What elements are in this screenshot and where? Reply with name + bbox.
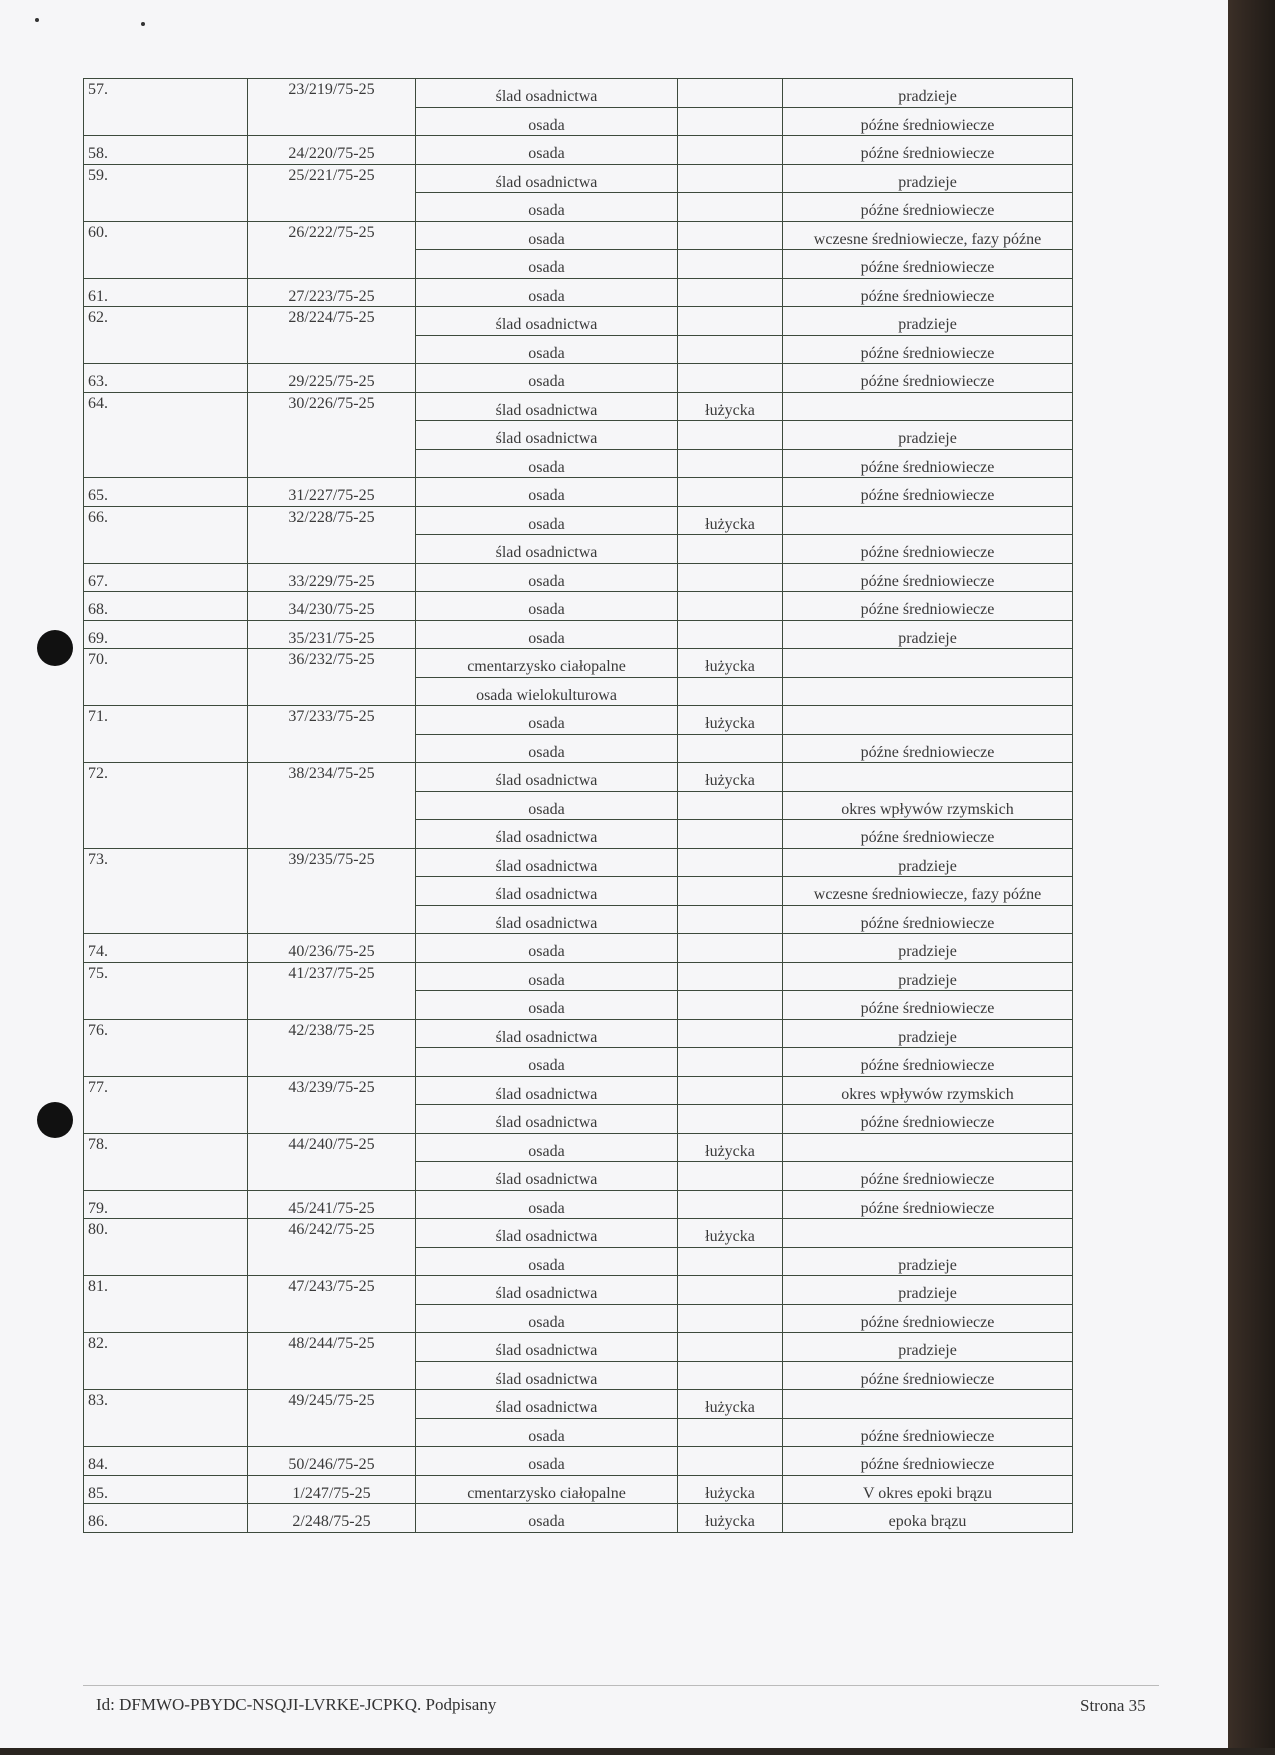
site-number: 76. xyxy=(84,1019,248,1076)
table-row xyxy=(84,1475,1073,1504)
table-row xyxy=(84,307,1073,336)
site-number: 60. xyxy=(84,221,248,278)
azp-number: 37/233/75-25 xyxy=(248,706,416,763)
table-row xyxy=(84,136,1073,165)
table-row xyxy=(84,1390,1073,1419)
culture xyxy=(678,677,783,706)
azp-number: 43/239/75-25 xyxy=(248,1076,416,1133)
site-function: osada wielokulturowa xyxy=(416,677,678,706)
footer-divider xyxy=(83,1685,1159,1686)
site-record xyxy=(84,1390,1073,1447)
site-number: 69. xyxy=(84,620,248,649)
chronology: późne średniowiecze xyxy=(783,905,1073,934)
azp-number: 23/219/75-25 xyxy=(248,79,416,136)
chronology xyxy=(783,1133,1073,1162)
site-number: 64. xyxy=(84,392,248,478)
table-row xyxy=(84,706,1073,735)
table-row xyxy=(84,164,1073,193)
azp-number: 31/227/75-25 xyxy=(248,478,416,507)
chronology: pradzieje xyxy=(783,1276,1073,1305)
site-number: 84. xyxy=(84,1447,248,1476)
table-row xyxy=(84,763,1073,792)
site-function: osada xyxy=(416,193,678,222)
culture xyxy=(678,962,783,991)
site-number: 79. xyxy=(84,1190,248,1219)
site-number: 81. xyxy=(84,1276,248,1333)
chronology: pradzieje xyxy=(783,164,1073,193)
azp-number: 36/232/75-25 xyxy=(248,649,416,706)
site-record xyxy=(84,1219,1073,1276)
site-record xyxy=(84,478,1073,507)
site-function: ślad osadnictwa xyxy=(416,307,678,336)
site-record xyxy=(84,1504,1073,1533)
site-number: 86. xyxy=(84,1504,248,1533)
culture xyxy=(678,877,783,906)
punch-hole-lower xyxy=(37,1102,73,1138)
culture: łużycka xyxy=(678,1219,783,1248)
site-number: 70. xyxy=(84,649,248,706)
chronology: późne średniowiecze xyxy=(783,136,1073,165)
site-number: 73. xyxy=(84,848,248,934)
site-record xyxy=(84,962,1073,1019)
chronology xyxy=(783,763,1073,792)
site-function: osada xyxy=(416,250,678,279)
culture xyxy=(678,364,783,393)
chronology: wczesne średniowiecze, fazy późne xyxy=(783,221,1073,250)
site-number: 65. xyxy=(84,478,248,507)
site-function: cmentarzysko ciałopalne xyxy=(416,1475,678,1504)
culture: łużycka xyxy=(678,649,783,678)
site-function: ślad osadnictwa xyxy=(416,1276,678,1305)
site-number: 82. xyxy=(84,1333,248,1390)
site-function: osada xyxy=(416,335,678,364)
chronology: okres wpływów rzymskich xyxy=(783,1076,1073,1105)
culture: łużycka xyxy=(678,1133,783,1162)
table-row xyxy=(84,221,1073,250)
punch-hole-upper xyxy=(37,630,73,666)
table-row xyxy=(84,1190,1073,1219)
azp-number: 33/229/75-25 xyxy=(248,563,416,592)
site-record xyxy=(84,79,1073,136)
site-number: 83. xyxy=(84,1390,248,1447)
table-row xyxy=(84,1447,1073,1476)
culture xyxy=(678,1190,783,1219)
azp-number: 2/248/75-25 xyxy=(248,1504,416,1533)
site-record xyxy=(84,364,1073,393)
site-record xyxy=(84,848,1073,934)
site-function: cmentarzysko ciałopalne xyxy=(416,649,678,678)
culture: łużycka xyxy=(678,392,783,421)
site-function: osada xyxy=(416,563,678,592)
site-number: 59. xyxy=(84,164,248,221)
azp-number: 28/224/75-25 xyxy=(248,307,416,364)
chronology: późne średniowiecze xyxy=(783,278,1073,307)
site-record xyxy=(84,1133,1073,1190)
site-function: ślad osadnictwa xyxy=(416,79,678,108)
table-row xyxy=(84,962,1073,991)
table-row xyxy=(84,1133,1073,1162)
chronology xyxy=(783,677,1073,706)
chronology: późne średniowiecze xyxy=(783,193,1073,222)
site-function: ślad osadnictwa xyxy=(416,421,678,450)
azp-number: 26/222/75-25 xyxy=(248,221,416,278)
chronology: późne średniowiecze xyxy=(783,1048,1073,1077)
chronology: pradzieje xyxy=(783,1247,1073,1276)
culture: łużycka xyxy=(678,706,783,735)
site-function: osada xyxy=(416,991,678,1020)
site-function: osada xyxy=(416,506,678,535)
chronology: okres wpływów rzymskich xyxy=(783,791,1073,820)
site-function: osada xyxy=(416,1133,678,1162)
culture xyxy=(678,250,783,279)
site-record xyxy=(84,1333,1073,1390)
chronology: późne średniowiecze xyxy=(783,364,1073,393)
chronology: późne średniowiecze xyxy=(783,250,1073,279)
scan-background-bottom xyxy=(0,1748,1275,1755)
site-record xyxy=(84,1076,1073,1133)
table-row xyxy=(84,848,1073,877)
site-number: 72. xyxy=(84,763,248,849)
site-number: 85. xyxy=(84,1475,248,1504)
site-function: ślad osadnictwa xyxy=(416,1076,678,1105)
culture xyxy=(678,335,783,364)
chronology: pradzieje xyxy=(783,620,1073,649)
table-row xyxy=(84,934,1073,963)
chronology: późne średniowiecze xyxy=(783,478,1073,507)
chronology xyxy=(783,649,1073,678)
chronology xyxy=(783,1390,1073,1419)
azp-number: 35/231/75-25 xyxy=(248,620,416,649)
azp-number: 48/244/75-25 xyxy=(248,1333,416,1390)
culture xyxy=(678,307,783,336)
culture xyxy=(678,535,783,564)
culture xyxy=(678,1418,783,1447)
culture xyxy=(678,734,783,763)
chronology: pradzieje xyxy=(783,962,1073,991)
site-record xyxy=(84,392,1073,478)
site-function: osada xyxy=(416,278,678,307)
culture xyxy=(678,164,783,193)
culture xyxy=(678,1447,783,1476)
table-row xyxy=(84,563,1073,592)
site-function: ślad osadnictwa xyxy=(416,1361,678,1390)
chronology: późne średniowiecze xyxy=(783,1361,1073,1390)
culture xyxy=(678,79,783,108)
site-function: ślad osadnictwa xyxy=(416,1105,678,1134)
culture xyxy=(678,136,783,165)
azp-number: 50/246/75-25 xyxy=(248,1447,416,1476)
site-function: osada xyxy=(416,934,678,963)
site-record xyxy=(84,164,1073,221)
site-number: 80. xyxy=(84,1219,248,1276)
chronology: późne średniowiecze xyxy=(783,1447,1073,1476)
culture xyxy=(678,1048,783,1077)
site-function: ślad osadnictwa xyxy=(416,848,678,877)
culture xyxy=(678,1019,783,1048)
culture xyxy=(678,1162,783,1191)
culture xyxy=(678,449,783,478)
azp-number: 41/237/75-25 xyxy=(248,962,416,1019)
azp-number: 39/235/75-25 xyxy=(248,848,416,934)
site-function: osada xyxy=(416,1504,678,1533)
culture xyxy=(678,934,783,963)
site-record xyxy=(84,592,1073,621)
site-record xyxy=(84,763,1073,849)
table-row xyxy=(84,1504,1073,1533)
culture xyxy=(678,278,783,307)
culture: łużycka xyxy=(678,1504,783,1533)
chronology xyxy=(783,506,1073,535)
table-row xyxy=(84,1333,1073,1362)
culture xyxy=(678,563,783,592)
azp-number: 34/230/75-25 xyxy=(248,592,416,621)
azp-number: 1/247/75-25 xyxy=(248,1475,416,1504)
site-record xyxy=(84,1475,1073,1504)
azp-number: 40/236/75-25 xyxy=(248,934,416,963)
site-function: osada xyxy=(416,962,678,991)
site-function: osada xyxy=(416,620,678,649)
culture xyxy=(678,478,783,507)
table-row xyxy=(84,506,1073,535)
culture xyxy=(678,193,783,222)
site-record xyxy=(84,278,1073,307)
culture xyxy=(678,1076,783,1105)
chronology: późne średniowiecze xyxy=(783,535,1073,564)
culture xyxy=(678,620,783,649)
site-function: ślad osadnictwa xyxy=(416,1390,678,1419)
site-number: 68. xyxy=(84,592,248,621)
site-function: osada xyxy=(416,221,678,250)
paper-speck xyxy=(35,18,39,22)
culture xyxy=(678,848,783,877)
culture xyxy=(678,592,783,621)
site-record xyxy=(84,1019,1073,1076)
culture xyxy=(678,1105,783,1134)
azp-number: 24/220/75-25 xyxy=(248,136,416,165)
culture xyxy=(678,1304,783,1333)
site-function: ślad osadnictwa xyxy=(416,763,678,792)
chronology: późne średniowiecze xyxy=(783,1190,1073,1219)
chronology: późne średniowiecze xyxy=(783,449,1073,478)
paper-speck xyxy=(141,22,145,26)
site-function: osada xyxy=(416,1048,678,1077)
culture: łużycka xyxy=(678,763,783,792)
azp-number: 27/223/75-25 xyxy=(248,278,416,307)
table-row xyxy=(84,478,1073,507)
culture xyxy=(678,1361,783,1390)
site-function: osada xyxy=(416,592,678,621)
table-row xyxy=(84,1076,1073,1105)
table-row xyxy=(84,392,1073,421)
site-function: osada xyxy=(416,478,678,507)
site-number: 67. xyxy=(84,563,248,592)
culture xyxy=(678,221,783,250)
site-function: osada xyxy=(416,449,678,478)
site-function: ślad osadnictwa xyxy=(416,535,678,564)
table-row xyxy=(84,79,1073,108)
site-record xyxy=(84,506,1073,563)
azp-number: 32/228/75-25 xyxy=(248,506,416,563)
chronology: późne średniowiecze xyxy=(783,1105,1073,1134)
chronology: późne średniowiecze xyxy=(783,107,1073,136)
site-function: osada xyxy=(416,136,678,165)
table-row xyxy=(84,1219,1073,1248)
culture: łużycka xyxy=(678,506,783,535)
site-record xyxy=(84,1447,1073,1476)
site-function: ślad osadnictwa xyxy=(416,1333,678,1362)
chronology: pradzieje xyxy=(783,848,1073,877)
site-record xyxy=(84,563,1073,592)
table-row xyxy=(84,649,1073,678)
azp-number: 38/234/75-25 xyxy=(248,763,416,849)
chronology: późne średniowiecze xyxy=(783,335,1073,364)
chronology: V okres epoki brązu xyxy=(783,1475,1073,1504)
site-function: ślad osadnictwa xyxy=(416,1162,678,1191)
culture xyxy=(678,991,783,1020)
site-number: 71. xyxy=(84,706,248,763)
site-number: 57. xyxy=(84,79,248,136)
chronology: pradzieje xyxy=(783,307,1073,336)
site-function: osada xyxy=(416,734,678,763)
culture: łużycka xyxy=(678,1475,783,1504)
site-function: osada xyxy=(416,1247,678,1276)
site-record xyxy=(84,221,1073,278)
site-function: ślad osadnictwa xyxy=(416,820,678,849)
site-record xyxy=(84,1276,1073,1333)
chronology: pradzieje xyxy=(783,1333,1073,1362)
culture xyxy=(678,421,783,450)
site-function: osada xyxy=(416,107,678,136)
site-function: ślad osadnictwa xyxy=(416,1219,678,1248)
azp-number: 47/243/75-25 xyxy=(248,1276,416,1333)
site-number: 66. xyxy=(84,506,248,563)
site-function: osada xyxy=(416,364,678,393)
azp-number: 42/238/75-25 xyxy=(248,1019,416,1076)
culture xyxy=(678,1247,783,1276)
site-function: osada xyxy=(416,791,678,820)
table-row xyxy=(84,1019,1073,1048)
azp-number: 49/245/75-25 xyxy=(248,1390,416,1447)
site-record xyxy=(84,136,1073,165)
site-function: osada xyxy=(416,1447,678,1476)
culture: łużycka xyxy=(678,1390,783,1419)
culture xyxy=(678,820,783,849)
site-record xyxy=(84,649,1073,706)
chronology: pradzieje xyxy=(783,79,1073,108)
site-number: 61. xyxy=(84,278,248,307)
chronology xyxy=(783,392,1073,421)
site-function: ślad osadnictwa xyxy=(416,164,678,193)
chronology: pradzieje xyxy=(783,421,1073,450)
site-record xyxy=(84,620,1073,649)
chronology xyxy=(783,706,1073,735)
azp-number: 29/225/75-25 xyxy=(248,364,416,393)
site-function: ślad osadnictwa xyxy=(416,1019,678,1048)
culture xyxy=(678,791,783,820)
chronology: późne średniowiecze xyxy=(783,734,1073,763)
table-row xyxy=(84,1276,1073,1305)
chronology: późne średniowiecze xyxy=(783,1418,1073,1447)
chronology: wczesne średniowiecze, fazy późne xyxy=(783,877,1073,906)
chronology: późne średniowiecze xyxy=(783,991,1073,1020)
chronology: epoka brązu xyxy=(783,1504,1073,1533)
site-record xyxy=(84,307,1073,364)
chronology: pradzieje xyxy=(783,934,1073,963)
site-function: ślad osadnictwa xyxy=(416,877,678,906)
chronology xyxy=(783,1219,1073,1248)
site-function: ślad osadnictwa xyxy=(416,905,678,934)
scan-background-edge xyxy=(1228,0,1275,1755)
site-record xyxy=(84,934,1073,963)
site-function: osada xyxy=(416,1304,678,1333)
chronology: późne średniowiecze xyxy=(783,1162,1073,1191)
site-number: 74. xyxy=(84,934,248,963)
culture xyxy=(678,1333,783,1362)
culture xyxy=(678,107,783,136)
page-number: Strona 35 xyxy=(1080,1696,1146,1715)
site-number: 63. xyxy=(84,364,248,393)
site-number: 78. xyxy=(84,1133,248,1190)
site-function: ślad osadnictwa xyxy=(416,392,678,421)
azp-number: 44/240/75-25 xyxy=(248,1133,416,1190)
culture xyxy=(678,905,783,934)
azp-number: 30/226/75-25 xyxy=(248,392,416,478)
site-record xyxy=(84,1190,1073,1219)
site-record xyxy=(84,706,1073,763)
chronology: późne średniowiecze xyxy=(783,563,1073,592)
azp-number: 45/241/75-25 xyxy=(248,1190,416,1219)
site-number: 75. xyxy=(84,962,248,1019)
table-row xyxy=(84,620,1073,649)
chronology: późne średniowiecze xyxy=(783,592,1073,621)
site-function: osada xyxy=(416,706,678,735)
site-function: osada xyxy=(416,1190,678,1219)
site-number: 58. xyxy=(84,136,248,165)
site-number: 77. xyxy=(84,1076,248,1133)
document-id: Id: DFMWO-PBYDC-NSQJI-LVRKE-JCPKQ. Podpisany xyxy=(96,1695,497,1714)
table-row xyxy=(84,592,1073,621)
chronology: późne średniowiecze xyxy=(783,820,1073,849)
azp-number: 46/242/75-25 xyxy=(248,1219,416,1276)
site-function: osada xyxy=(416,1418,678,1447)
table-row xyxy=(84,278,1073,307)
chronology: późne średniowiecze xyxy=(783,1304,1073,1333)
azp-number: 25/221/75-25 xyxy=(248,164,416,221)
site-register-table xyxy=(83,78,1073,1533)
culture xyxy=(678,1276,783,1305)
chronology: pradzieje xyxy=(783,1019,1073,1048)
site-number: 62. xyxy=(84,307,248,364)
table-row xyxy=(84,364,1073,393)
